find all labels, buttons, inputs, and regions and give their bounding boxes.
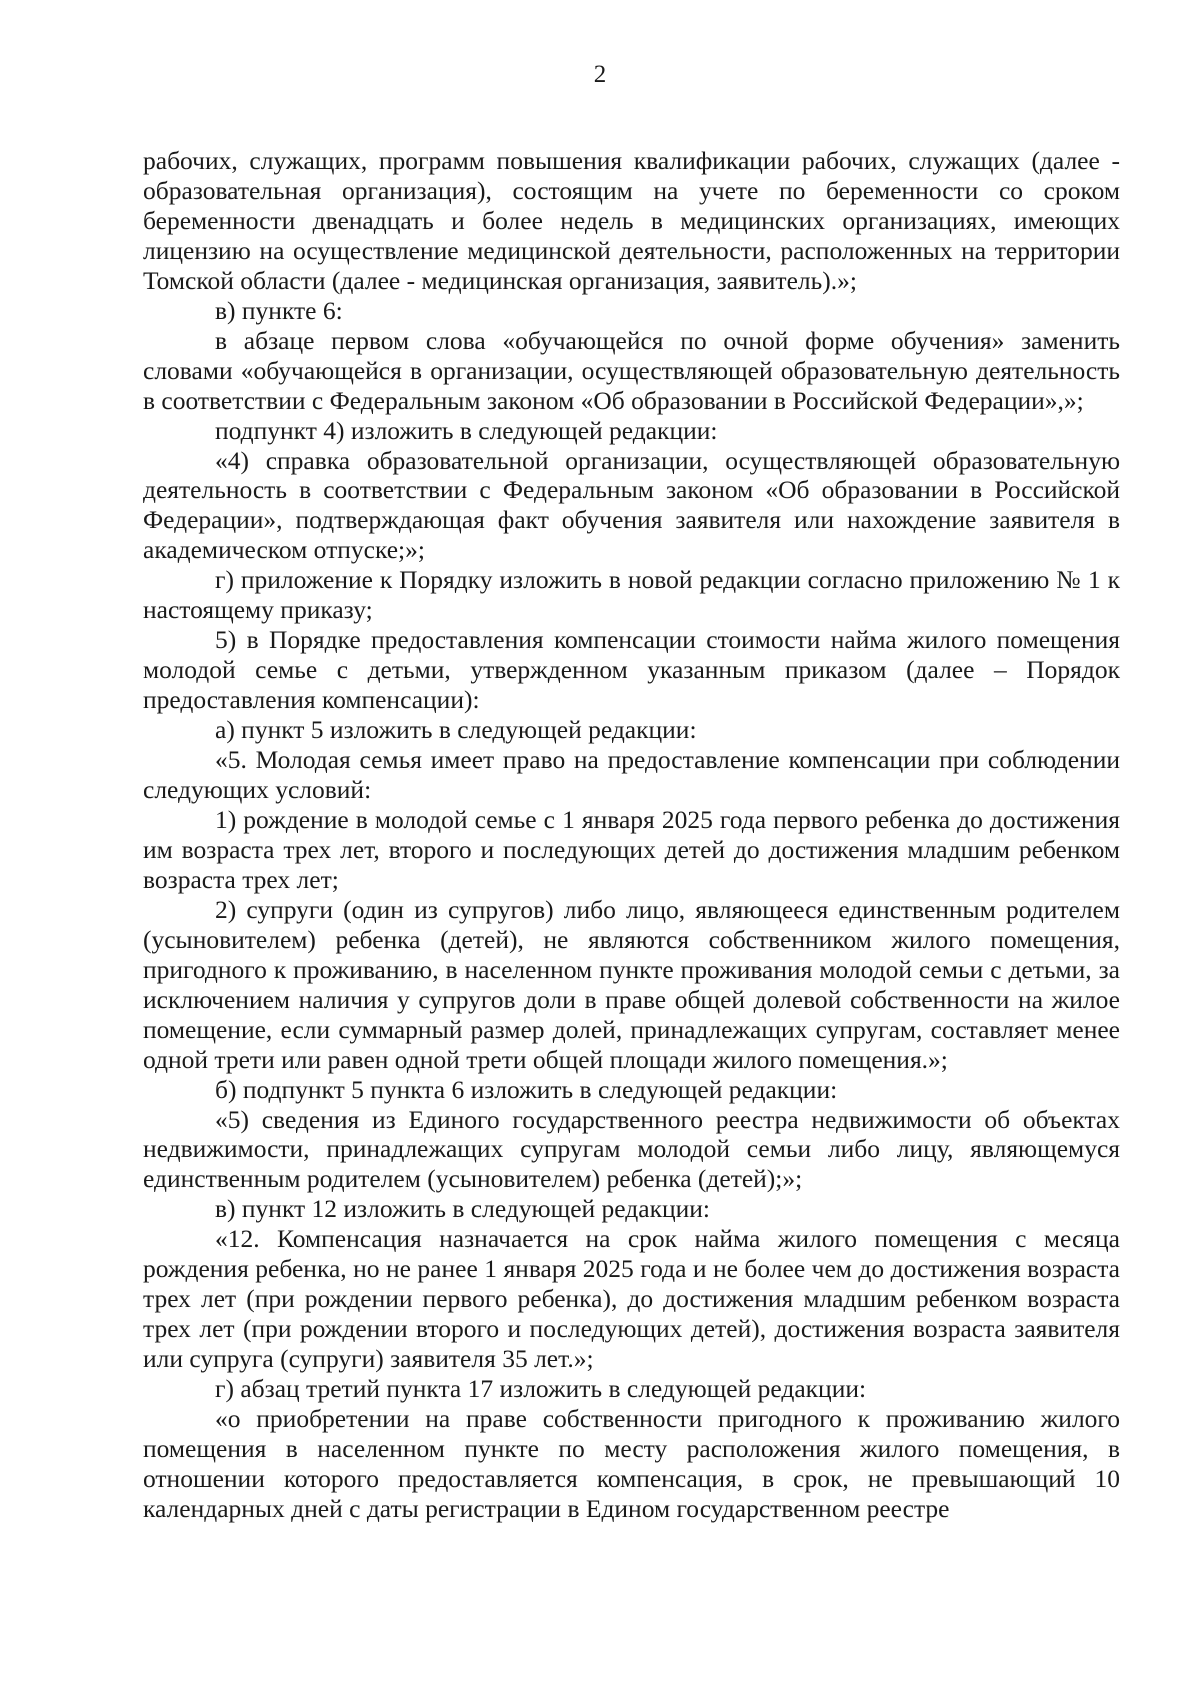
paragraph: «4) справка образовательной организации, осуществляющей образовательную деятельность в соответствии с Федеральным законом «Об образовании в Российской Федерации», подтверждающая факт обучения заявителя или нахождение заявителя в академическом отпуске;»; [143,445,1120,565]
paragraph: г) приложение к Порядку изложить в новой редакции согласно приложению № 1 к настоящему приказу; [143,565,1120,625]
paragraph: а) пункт 5 изложить в следующей редакции: [215,715,697,745]
document-body [143,146,1120,1524]
paragraph: «о приобретении на праве собственности пригодного к проживанию жилого помещения в населенном пункте по месту расположения жилого помещения, в отношении которого предоставляется компенсация, в срок, не превышающий 10 календарных дней с даты регистрации в Едином государственном реестре [143,1404,1120,1523]
paragraph: «5. Молодая семья имеет право на предоставление компенсации при соблюдении следующих условий: [143,745,1120,805]
paragraph: в) пункт 12 изложить в следующей редакции: [215,1194,710,1224]
page-number: 2 [593,61,607,88]
paragraph: 2) супруги (один из супругов) либо лицо, являющееся единственным родителем (усыновителем) ребенка (детей), не являются собственником жилого помещения, пригодного к проживанию, в населенном пункте проживания молодой семьи с детьми, за исключением наличия у супругов доли в праве общей долевой собственности на жилое помещение, если суммарный размер долей, принадлежащих супругам, составляет менее одной трети или равен одной трети общей площади жилого помещения.»; [143,894,1120,1074]
paragraph: 5) в Порядке предоставления компенсации стоимости найма жилого помещения молодой семье с детьми, утвержденном указанным приказом (далее – Порядок предоставления компенсации): [143,625,1120,715]
paragraph: рабочих, служащих, программ повышения квалификации рабочих, служащих (далее - образовательная организация), состоящим на учете по беременности со сроком беременности двенадцать и более недель в медицинских организациях, имеющих лицензию на осуществление медицинской деятельности, расположенных на территории Томской области (далее - медицинская организация, заявитель).»; [143,146,1120,295]
paragraph: «12. Компенсация назначается на срок найма жилого помещения с месяца рождения ребенка, но не ранее 1 января 2025 года и не более чем до достижения возраста трех лет (при рождении первого ребенка), до достижения младшим ребенком возраста трех лет (при рождении второго и последующих детей), достижения возраста заявителя или супруга (супруги) заявителя 35 лет.»; [143,1224,1120,1374]
paragraph: «5) сведения из Единого государственного реестра недвижимости об объектах недвижимости, принадлежащих супругам молодой семьи либо лицу, являющемуся единственным родителем (усыновителем) ребенка (детей);»; [143,1104,1120,1194]
paragraph: 1) рождение в молодой семье с 1 января 2025 года первого ребенка до достижения им возраста трех лет, второго и последующих детей до достижения младшим ребенком возраста трех лет; [143,804,1120,894]
paragraph: в абзаце первом слова «обучающейся по очной форме обучения» заменить словами «обучающейся в организации, осуществляющей образовательную деятельность в соответствии с Федеральным законом «Об образовании в Российской Федерации»,»; [143,325,1120,415]
paragraph: в) пункте 6: [215,295,343,325]
paragraph: г) абзац третий пункта 17 изложить в следующей редакции: [215,1374,867,1404]
paragraph: подпункт 4) изложить в следующей редакции: [215,415,718,445]
paragraph: б) подпункт 5 пункта 6 изложить в следующей редакции: [215,1074,838,1104]
